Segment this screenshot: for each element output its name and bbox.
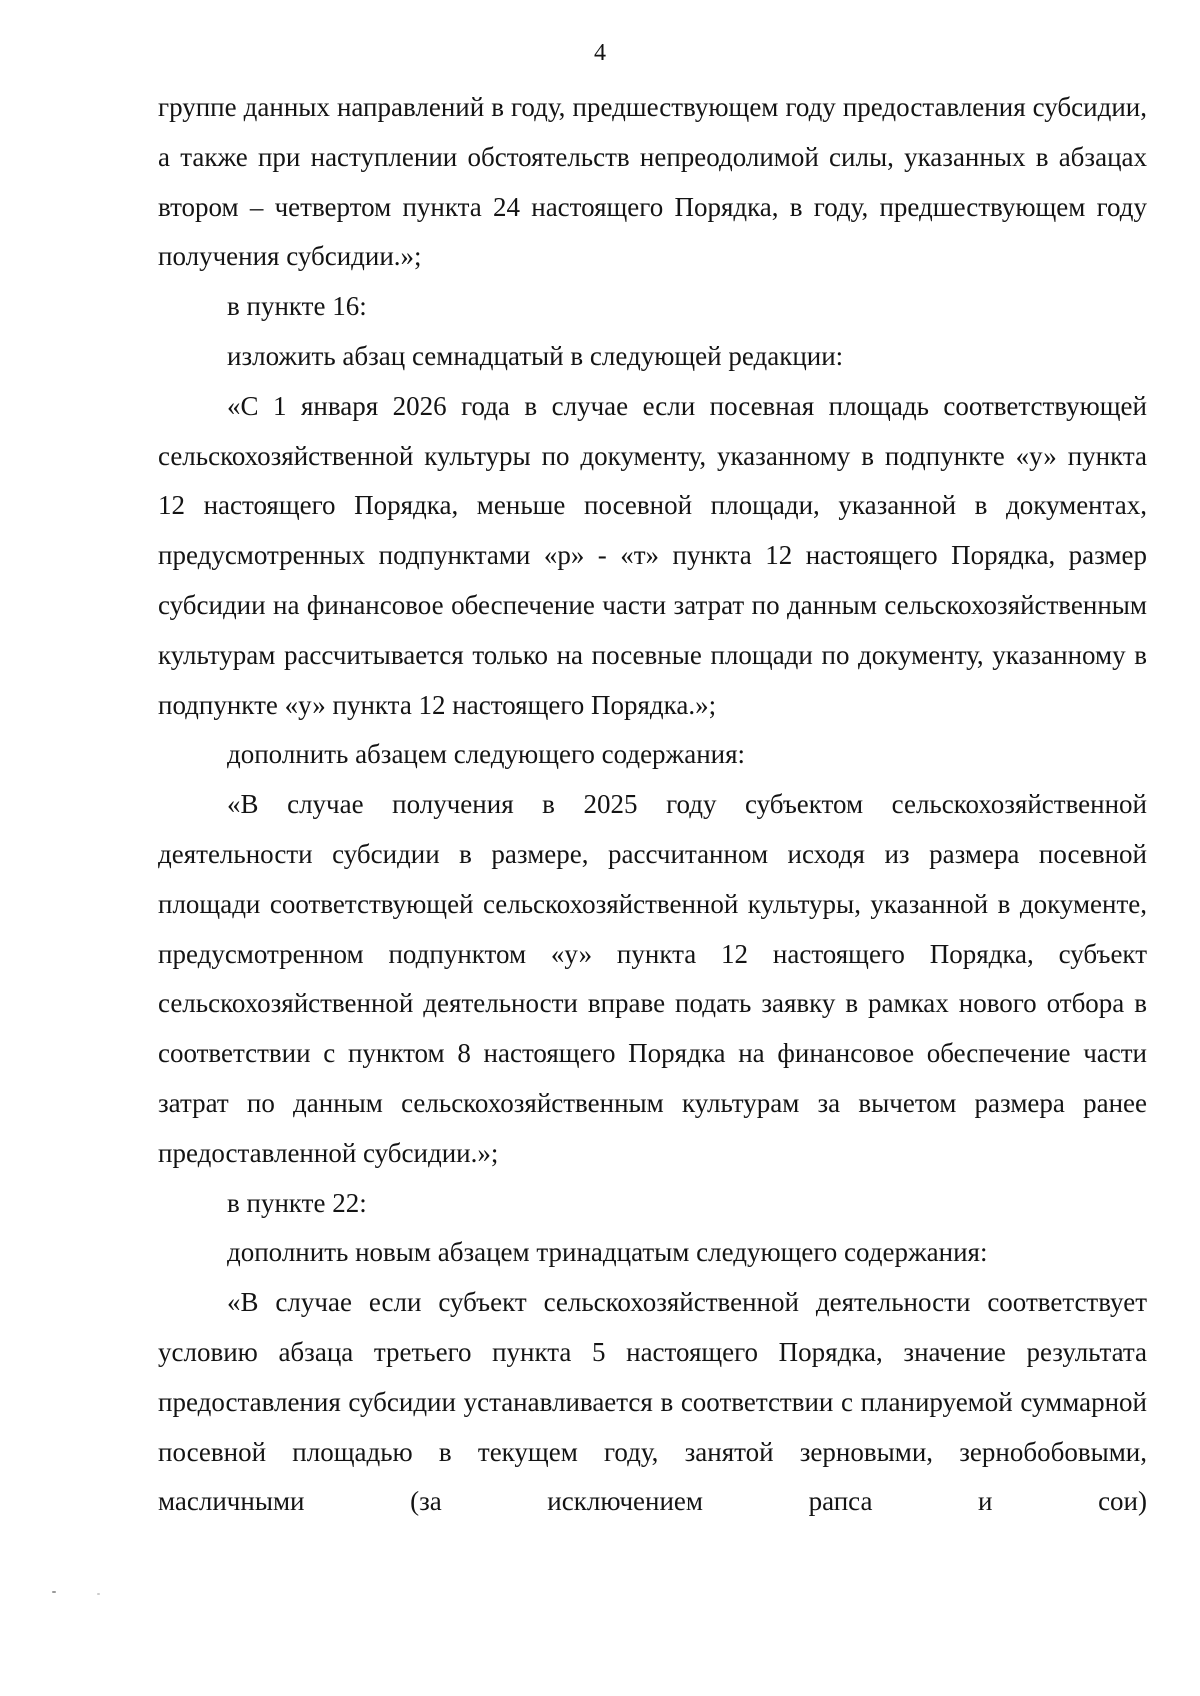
paragraph-amend-instruction-3: дополнить новым абзацем тринадцатым следующего содержания: <box>227 1237 988 1268</box>
paragraph-continuation: группе данных направлений в году, предшествующем году предоставления субсидии, а также при наступлении обстоятельств непреодолимой силы, указанных в абзацах втором – четвертом пункта 24 настоящего Порядка, в году, предшествующем году получения субсидии.»; <box>158 92 1147 272</box>
scan-speck <box>52 1591 56 1593</box>
paragraph-amend-instruction-2: дополнить абзацем следующего содержания: <box>227 739 746 770</box>
paragraph-amend-instruction-1: изложить абзац семнадцатый в следующей редакции: <box>227 340 844 371</box>
document-body <box>158 83 1147 1527</box>
paragraph-clause-22-heading: в пункте 22: <box>227 1187 367 1218</box>
scan-speck <box>97 1593 100 1595</box>
paragraph-quoted-amendment-2: «В случае получения в 2025 году субъектом сельскохозяйственной деятельности субсидии в размере, рассчитанном исходя из размера посевной площади соответствующей сельскохозяйственной культуры, указанной в документе, предусмотренном подпунктом «у» пункта 12 настоящего Порядка, субъект сельскохозяйственной деятельности вправе подать заявку в рамках нового отбора в соответствии с пунктом 8 настоящего Порядка на финансовое обеспечение части затрат по данным сельскохозяйственным культурам за вычетом размера ранее предоставленной субсидии.»; <box>158 789 1147 1168</box>
page-number: 4 <box>594 40 606 66</box>
paragraph-quoted-amendment-1: «С 1 января 2026 года в случае если посевная площадь соответствующей сельскохозяйственной культуры по документу, указанному в подпункте «у» пункта 12 настоящего Порядка, меньше посевной площади, указанной в документах, предусмотренных подпунктами «р» - «т» пункта 12 настоящего Порядка, размер субсидии на финансовое обеспечение части затрат по данным сельскохозяйственным культурам рассчитывается только на посевные площади по документу, указанному в подпункте «у» пункта 12 настоящего Порядка.»; <box>158 390 1147 720</box>
paragraph-quoted-amendment-3: «В случае если субъект сельскохозяйственной деятельности соответствует условию абзаца третьего пункта 5 настоящего Порядка, значение результата предоставления субсидии устанавливается в соответствии с планируемой суммарной посевной площадью в текущем году, занятой зерновыми, зернобобовыми, масличными (за исключением рапса и сои) <box>158 1287 1147 1517</box>
paragraph-clause-16-heading: в пункте 16: <box>227 291 367 322</box>
